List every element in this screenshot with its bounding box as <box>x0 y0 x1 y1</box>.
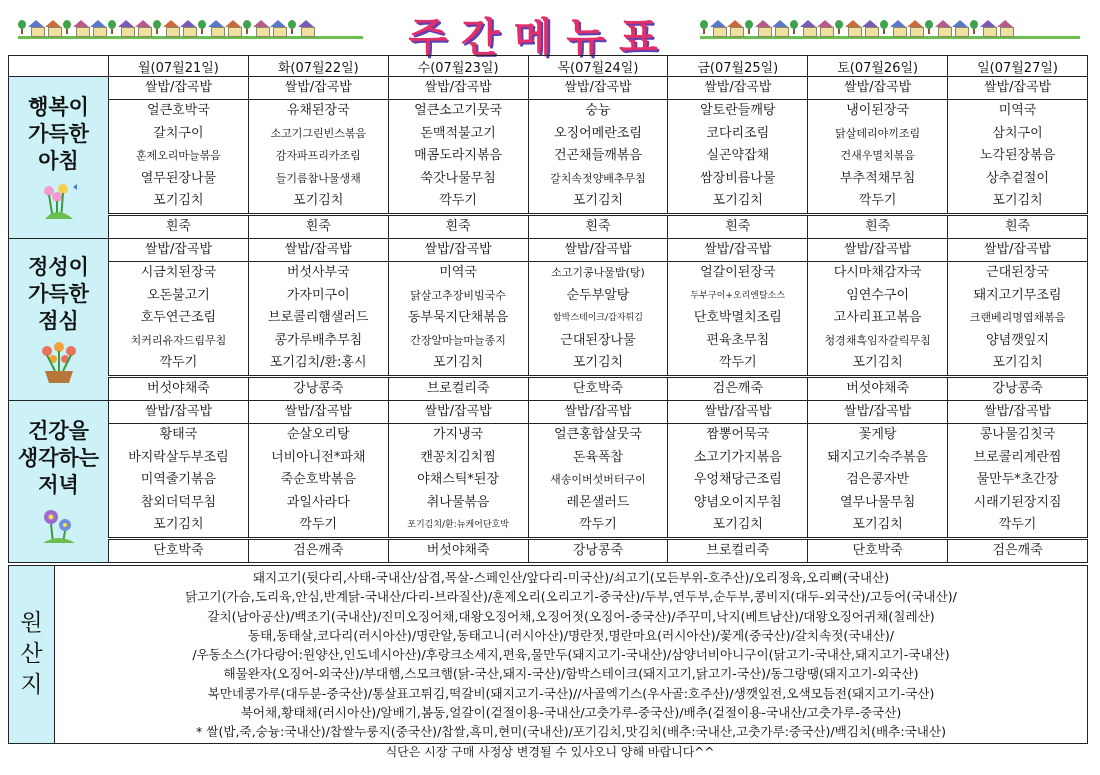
flower-icon <box>37 505 81 545</box>
porridge-cell: 검은깨죽 <box>668 376 808 400</box>
dish-item: 단호박멸치조림 <box>693 310 782 326</box>
dish-item: 브로콜리계란찜 <box>973 449 1062 465</box>
meal-label-line: 생각하는 <box>17 445 100 470</box>
dish-item: 검은콩자반 <box>846 472 910 488</box>
dish-item: 포기김치 <box>992 355 1043 371</box>
dish-item: 깍두기 <box>858 193 897 209</box>
porridge-cell: 단호박죽 <box>528 376 668 400</box>
dish-item: 버섯사부국 <box>286 264 350 280</box>
dish-item: 포기김치 <box>712 517 763 533</box>
porridge-cell: 흰죽 <box>109 214 249 238</box>
tree-icon <box>790 20 798 34</box>
tree-icon <box>925 20 933 34</box>
dish-item: 건곤채들깨볶음 <box>554 148 642 164</box>
day-header-row <box>9 56 1088 77</box>
porridge-cell: 검은깨죽 <box>248 538 388 562</box>
house-icon <box>46 20 60 34</box>
dish-item: 소고기콩나물밥(탕) <box>551 265 645 279</box>
origin-label-line: 산 <box>20 641 43 667</box>
dishes-cell <box>528 423 668 538</box>
house-icon <box>119 20 133 34</box>
rice-cell: 쌀밥/잡곡밥 <box>808 238 948 261</box>
dish-item: 포기김치/환:홍시 <box>269 355 367 371</box>
dish-item: 가자미구이 <box>286 287 350 303</box>
tree-icon <box>970 20 978 34</box>
house-icon <box>711 20 725 34</box>
dish-item: 실곤약잡채 <box>706 148 770 164</box>
dish-item: 포기김치 <box>293 193 344 209</box>
dish-item: 캔꽁치김치찜 <box>420 449 496 465</box>
dish-item: 얼큰홍합살뭇국 <box>554 426 642 442</box>
dish-item: 알토란들깨탕 <box>700 103 776 118</box>
rice-cell: 쌀밥/잡곡밥 <box>109 77 249 100</box>
origin-label <box>9 566 55 743</box>
day-header: 목(07월24일) <box>528 56 668 77</box>
house-icon <box>136 20 150 34</box>
origin-line: * 쌀(밥,죽,숭늉:국내산)/찹쌀누룽지(중국산)/찹쌀,흑미,현미(국내산)/포기김치,맛김치(배추:국내산,고춧가루:중국산)/백김치(배추:국내산) <box>195 724 946 740</box>
dish-item: 깍두기 <box>579 517 617 533</box>
dishes-cell <box>808 261 948 376</box>
rice-row <box>9 238 1088 261</box>
rice-cell: 쌀밥/잡곡밥 <box>388 400 528 423</box>
house-icon <box>891 20 905 34</box>
dishes-row <box>9 100 1088 215</box>
house-icon <box>756 20 770 34</box>
dish-item: 들기름참나물생채 <box>275 171 361 185</box>
dish-item: 건새우멸치볶음 <box>840 149 915 163</box>
dish-item: 포기김치 <box>572 355 624 371</box>
meal-label-line: 아침 <box>38 148 79 173</box>
dish-item: 짬뽕어묵국 <box>706 426 770 442</box>
day-header: 일(07월27일) <box>948 56 1088 77</box>
dishes-cell <box>668 261 808 376</box>
dish-item: 양념오이지무침 <box>693 494 782 510</box>
dish-item: 간장알마늘마늘종지 <box>410 333 506 347</box>
dish-item: 소고기그린빈스볶음 <box>270 126 367 140</box>
meal-label-line: 건강을 <box>28 418 89 443</box>
day-header: 금(07월25일) <box>668 56 808 77</box>
dish-item: 고사리표고볶음 <box>833 310 922 326</box>
dishes-cell <box>528 261 668 376</box>
meal-label-line: 가득한 <box>28 121 89 146</box>
dish-item: 깍두기 <box>718 355 757 371</box>
origin-text <box>55 568 1087 742</box>
porridge-row <box>9 214 1088 238</box>
dish-item: 오돈불고기 <box>147 287 210 303</box>
dish-item: 열무된장나물 <box>140 170 217 186</box>
dishes-cell <box>948 100 1088 215</box>
dish-item: 훈제오리마늘볶음 <box>135 149 221 163</box>
dish-item: 미역줄기볶음 <box>140 472 217 488</box>
day-header: 월(07월21일) <box>109 56 249 77</box>
tree-icon <box>880 20 888 34</box>
dish-item: 호두연근조림 <box>140 310 217 326</box>
dish-item: 황태국 <box>159 426 198 442</box>
dish-item: 깍두기 <box>439 193 477 209</box>
dish-item: 브로콜리햄샐러드 <box>268 310 369 326</box>
dish-item: 유채된장국 <box>286 103 350 118</box>
origin-line: 동태,동태살,코다리(러시아산)/명란알,동태고니(러시아산)/명란젓,명란마요(러시아산)/꽃게(중국산)/갈치속젓(국내산)/ <box>248 627 894 643</box>
dishes-row <box>9 423 1088 538</box>
dish-item: 바지락살두부조림 <box>128 449 229 465</box>
house-icon <box>181 20 195 34</box>
house-icon <box>863 20 877 34</box>
dish-item: 시래기된장지짐 <box>973 494 1062 510</box>
house-icon <box>209 20 223 34</box>
dish-item: 레몬샐러드 <box>566 494 630 510</box>
title-banner <box>0 0 1100 61</box>
dish-item: 미역국 <box>439 264 477 280</box>
porridge-cell: 브로컬리죽 <box>388 376 528 400</box>
weekly-menu-table <box>8 55 1088 563</box>
dishes-cell <box>109 423 249 538</box>
day-header: 화(07월22일) <box>248 56 388 77</box>
rice-cell: 쌀밥/잡곡밥 <box>948 400 1088 423</box>
day-header: 수(07월23일) <box>388 56 528 77</box>
dish-item: 죽순호박볶음 <box>280 472 356 488</box>
dish-item: 야채스틱*된장 <box>417 472 500 488</box>
tree-icon <box>745 20 753 34</box>
dishes-row <box>9 261 1088 376</box>
dish-item: 냉이된장국 <box>846 103 910 118</box>
tree-icon <box>18 20 26 34</box>
dishes-cell <box>668 423 808 538</box>
house-icon <box>271 20 285 34</box>
day-header: 토(07월26일) <box>808 56 948 77</box>
dish-item: 순살오리탕 <box>286 426 350 442</box>
dish-item: 임연수구이 <box>846 287 910 303</box>
meal-label-line: 가득한 <box>28 281 89 306</box>
dish-item: 얼큰소고기뭇국 <box>414 103 503 118</box>
dish-item: 갈치속젓양배추무침 <box>550 171 646 185</box>
house-icon <box>818 20 832 34</box>
origin-line: 북어채,황태채(러시아산)/알배기,봄동,얼갈이(겉절이용-국내산/고춧가루-중국산)/배추(겉절이용-국내산/고춧가루-중국산) <box>240 705 902 721</box>
dishes-cell <box>388 261 528 376</box>
origin-line: 해물완자(오징어-외국산)/부대햄,스모크햄(닭-국산,돼지-국산)/함박스테이크(돼지고기,닭고기-국산)/동그랑땡(돼지고기-외국산) <box>223 666 919 682</box>
porridge-cell: 단호박죽 <box>109 538 249 562</box>
porridge-cell: 흰죽 <box>388 214 528 238</box>
porridge-cell: 강낭콩죽 <box>948 376 1088 400</box>
tree-icon <box>63 20 71 34</box>
dish-item: 쌈장비름나물 <box>700 170 776 186</box>
tree-icon <box>198 20 206 34</box>
dish-item: 취나물볶음 <box>426 494 490 510</box>
rice-cell: 쌀밥/잡곡밥 <box>109 238 249 261</box>
dish-item: 참외더덕무침 <box>140 494 217 510</box>
dishes-cell <box>668 100 808 215</box>
dish-item: 포기김치 <box>992 193 1043 209</box>
dish-item: 쑥갓나물무침 <box>420 170 496 186</box>
rice-cell: 쌀밥/잡곡밥 <box>808 77 948 100</box>
rice-cell: 쌀밥/잡곡밥 <box>528 238 668 261</box>
dish-item: 부추적채무침 <box>839 170 916 186</box>
porridge-cell: 단호박죽 <box>808 538 948 562</box>
porridge-cell: 버섯야채죽 <box>109 376 249 400</box>
dish-item: 상추겉절이 <box>986 170 1049 186</box>
dish-item: 돈맥적불고기 <box>420 125 496 141</box>
house-icon <box>91 20 105 34</box>
rice-cell: 쌀밥/잡곡밥 <box>248 238 388 261</box>
dishes-cell <box>248 423 388 538</box>
banner-village-left <box>18 20 313 34</box>
origin-line: 닭고기(가슴,도리육,안심,반계닭-국내산/다리-브라질산)/훈제오리(오리고기-중국산)/두부,연두부,순두부,콩비지(대두-외국산)/고등어(국내산)/ <box>185 589 957 605</box>
dish-item: 포기김치 <box>712 193 763 209</box>
rice-cell: 쌀밥/잡곡밥 <box>668 400 808 423</box>
dish-item: 치커리유자드림무침 <box>130 333 227 347</box>
tree-icon <box>835 20 843 34</box>
tree-icon <box>700 20 708 34</box>
corner-cell <box>9 56 109 77</box>
origin-line: /우동소스(가다랑어:원양산,인도네시아산)/후랑크소세지,편육,물만두(돼지고기-국내산)/삼양너비아니구이(닭고기-국내산,돼지고기-국내산) <box>192 647 950 663</box>
dishes-cell <box>948 261 1088 376</box>
banner-ground-right <box>700 36 1080 39</box>
porridge-cell: 흰죽 <box>948 214 1088 238</box>
dish-item: 근대된장나물 <box>560 332 636 348</box>
dish-item: 함박스테이크/감자튀김 <box>552 313 643 324</box>
house-icon <box>936 20 950 34</box>
dish-item: 얼갈이된장국 <box>700 264 776 280</box>
dishes-cell <box>948 423 1088 538</box>
tree-icon <box>243 20 251 34</box>
rice-cell: 쌀밥/잡곡밥 <box>248 77 388 100</box>
dish-item: 너비아니전*파채 <box>271 449 366 465</box>
rice-cell: 쌀밥/잡곡밥 <box>109 400 249 423</box>
dish-item: 코다리조림 <box>706 125 770 141</box>
dish-item: 크랜베리명엽채볶음 <box>969 311 1066 325</box>
rice-row <box>9 400 1088 423</box>
house-icon <box>773 20 787 34</box>
dish-item: 포기김치 <box>432 355 484 371</box>
dishes-cell <box>109 100 249 215</box>
house-icon <box>981 20 995 34</box>
house-icon <box>74 20 88 34</box>
dish-item: 다시마채감자국 <box>833 264 922 280</box>
rice-cell: 쌀밥/잡곡밥 <box>948 77 1088 100</box>
dish-item: 노각된장볶음 <box>979 148 1056 164</box>
meal-label <box>9 77 109 239</box>
dish-item: 양념깻잎지 <box>986 332 1049 348</box>
dish-item: 오징어메란조림 <box>554 125 642 141</box>
meal-label-line: 행복이 <box>28 94 89 119</box>
meal-label <box>9 400 109 562</box>
dish-item: 콩가루배추무침 <box>274 332 363 348</box>
dish-item: 콩나물김칫국 <box>979 426 1056 442</box>
origin-line: 돼지고기(뒷다리,사태-국내산/삼겹,목살-스페인산/앞다리-미국산)/쇠고기(모든부위-호주산)/오리정육,오리뼈(국내산) <box>252 570 890 585</box>
dish-item: 포기김치 <box>572 193 624 209</box>
rice-row <box>9 77 1088 100</box>
meal-label-line: 점심 <box>38 308 79 333</box>
porridge-cell: 흰죽 <box>528 214 668 238</box>
dish-item: 깍두기 <box>998 517 1037 533</box>
dishes-cell <box>109 261 249 376</box>
house-icon <box>998 20 1012 34</box>
dish-item: 갈치구이 <box>153 125 204 141</box>
dish-item: 감자파프리카조림 <box>275 149 361 163</box>
dish-item: 돼지고기무조림 <box>973 287 1062 303</box>
porridge-row <box>9 538 1088 562</box>
porridge-cell: 흰죽 <box>668 214 808 238</box>
rice-cell: 쌀밥/잡곡밥 <box>248 400 388 423</box>
dish-item: 깍두기 <box>159 355 198 371</box>
dish-item: 닭살데리야끼조림 <box>835 126 921 140</box>
dish-item: 우엉채당근조림 <box>693 472 782 488</box>
dish-item: 시금치된장국 <box>140 264 217 280</box>
porridge-cell: 브로컬리죽 <box>668 538 808 562</box>
dish-item: 편육초무침 <box>706 332 770 348</box>
dish-item: 두부구이+오리엔탈소스 <box>690 290 786 301</box>
origin-line: 갈치(남아공산)/백조기(국내산)/진미오징어채,대왕오징어채,오징어젓(오징어-중국산)/주꾸미,낙지(베트남산)/대왕오징어귀채(칠레산) <box>207 608 935 624</box>
house-icon <box>728 20 742 34</box>
rice-cell: 쌀밥/잡곡밥 <box>528 77 668 100</box>
porridge-cell: 검은깨죽 <box>948 538 1088 562</box>
dish-item: 새송이버섯버터구이 <box>550 473 646 487</box>
dishes-cell <box>248 100 388 215</box>
dishes-cell <box>808 423 948 538</box>
origin-section <box>8 565 1088 744</box>
dish-item: 닭살고추장비빔국수 <box>410 288 506 302</box>
rice-cell: 쌀밥/잡곡밥 <box>388 77 528 100</box>
porridge-cell: 버섯야채죽 <box>388 538 528 562</box>
dish-item: 꽃게탕 <box>858 426 897 442</box>
dish-item: 동부묵지단채볶음 <box>407 310 509 326</box>
porridge-row <box>9 376 1088 400</box>
dish-item: 포기김치 <box>153 193 204 209</box>
flower-icon <box>37 181 81 221</box>
dishes-cell <box>388 100 528 215</box>
rice-cell: 쌀밥/잡곡밥 <box>808 400 948 423</box>
origin-line: 복만네콩가루(대두분-중국산)/통살표고튀김,떡갈비(돼지고기-국산)//사골엑기스(우사골:호주산)/생깻잎전,오색모듬전(돼지고기-국산) <box>207 685 935 701</box>
dish-item: 삼치구이 <box>992 125 1043 141</box>
dish-item: 근대된장국 <box>986 264 1049 280</box>
dish-item: 물만두*초간장 <box>976 472 1059 488</box>
dish-item: 가지냉국 <box>432 426 484 442</box>
meal-label <box>9 238 109 400</box>
banner-village-right <box>700 20 1012 34</box>
dish-item: 돼지고기숙주볶음 <box>827 449 928 465</box>
porridge-cell: 버섯야채죽 <box>808 376 948 400</box>
porridge-cell: 강낭콩죽 <box>528 538 668 562</box>
notice-text: 식단은 시장 구매 사정상 변경될 수 있사오니 양해 바랍니다^^ <box>385 745 715 759</box>
tree-icon <box>108 20 116 34</box>
dish-item: 숭늉 <box>585 103 611 118</box>
tree-icon <box>153 20 161 34</box>
dish-item: 포기김치/환:뉴케어단호박 <box>407 520 509 531</box>
dish-item: 순두부알탕 <box>566 287 630 303</box>
dish-item: 미역국 <box>998 103 1037 118</box>
dishes-cell <box>528 100 668 215</box>
house-icon <box>908 20 922 34</box>
dish-item: 과일사라다 <box>286 494 350 510</box>
dishes-cell <box>248 261 388 376</box>
porridge-cell: 흰죽 <box>248 214 388 238</box>
origin-label-line: 지 <box>20 672 43 698</box>
dishes-cell <box>808 100 948 215</box>
porridge-cell: 강낭콩죽 <box>248 376 388 400</box>
house-icon <box>801 20 815 34</box>
dish-item: 돈육폭찹 <box>572 449 624 465</box>
rice-cell: 쌀밥/잡곡밥 <box>528 400 668 423</box>
rice-cell: 쌀밥/잡곡밥 <box>668 238 808 261</box>
house-icon <box>254 20 268 34</box>
dish-item: 소고기가지볶음 <box>693 449 782 465</box>
meal-label-line: 저녁 <box>38 472 79 497</box>
dish-item: 포기김치 <box>153 517 204 533</box>
dish-item: 포기김치 <box>852 355 903 371</box>
dish-item: 열무나물무침 <box>839 494 916 510</box>
meal-label-line: 정성이 <box>28 254 89 279</box>
dish-item: 얼큰호박국 <box>147 103 210 118</box>
house-icon <box>29 20 43 34</box>
dish-item: 포기김치 <box>852 517 903 533</box>
house-icon <box>299 20 313 34</box>
house-icon <box>953 20 967 34</box>
rice-cell: 쌀밥/잡곡밥 <box>388 238 528 261</box>
dish-item: 매콤도라지볶음 <box>414 148 503 164</box>
porridge-cell: 흰죽 <box>808 214 948 238</box>
flower-pot-icon <box>37 341 81 385</box>
house-icon <box>164 20 178 34</box>
page-title: 주간메뉴표 <box>408 15 672 61</box>
tree-icon <box>288 20 296 34</box>
house-icon <box>226 20 240 34</box>
rice-cell: 쌀밥/잡곡밥 <box>668 77 808 100</box>
dish-item: 청경채흑임자갈릭무침 <box>824 333 931 347</box>
dishes-cell <box>388 423 528 538</box>
origin-label-line: 원 <box>20 610 43 636</box>
house-icon <box>846 20 860 34</box>
rice-cell: 쌀밥/잡곡밥 <box>948 238 1088 261</box>
dish-item: 깍두기 <box>299 517 338 533</box>
